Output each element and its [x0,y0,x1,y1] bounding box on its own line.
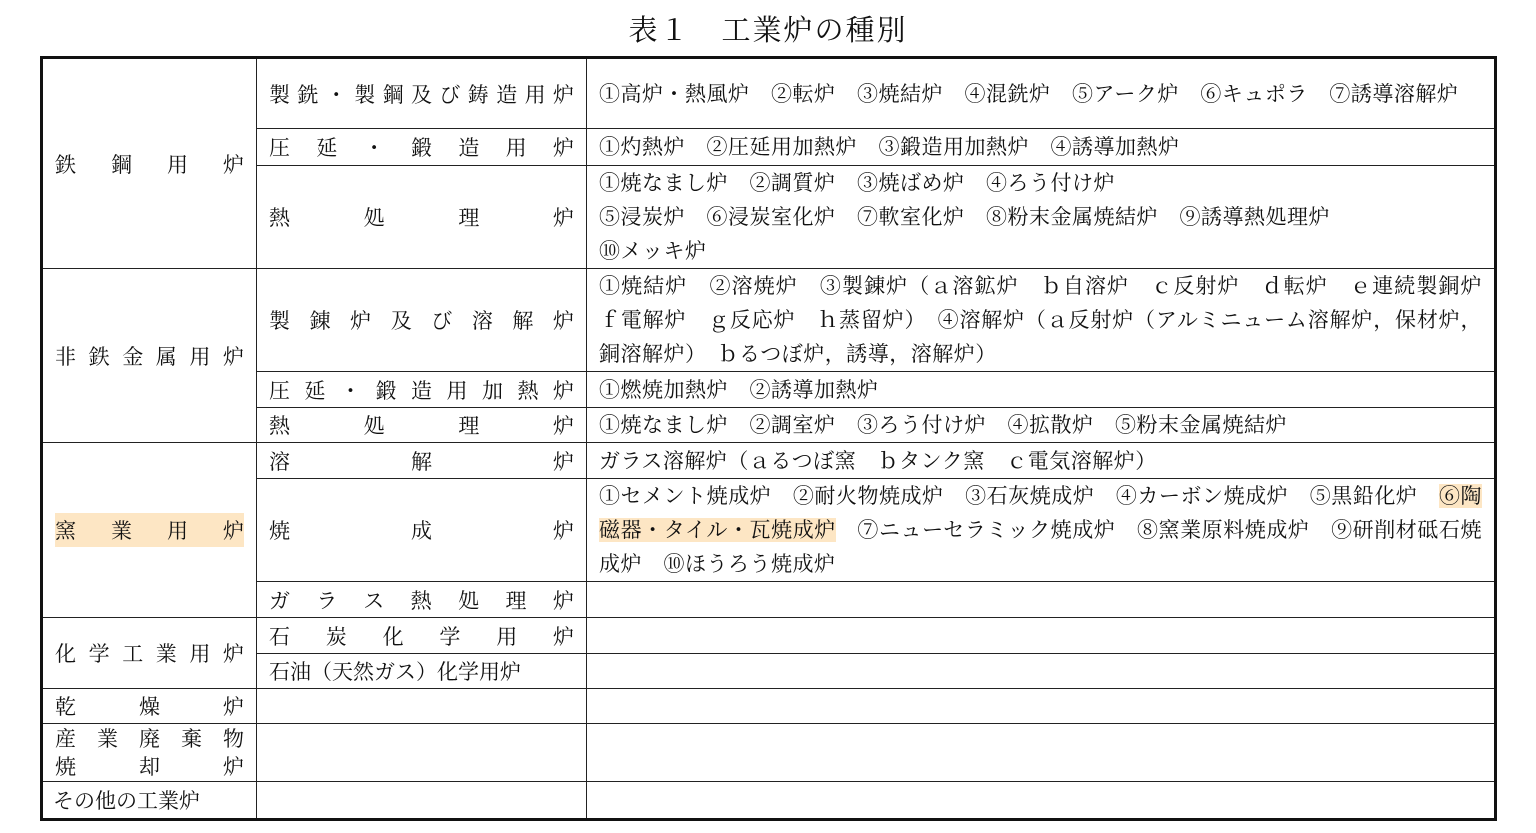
table-row [42,58,1496,129]
description-line: ①焼なまし炉 ②調質炉 ③焼ばめ炉 ④ろう付け炉 [599,171,1115,195]
subcategory-cell: 熱処理炉 [257,166,587,269]
category-cell: 非鉄金属用炉 [42,269,257,443]
description-cell: ①焼結炉 ②溶焼炉 ③製錬炉（ａ溶鉱炉 ｂ自溶炉 ｃ反射炉 ｄ転炉 ｅ連続製銅炉 ｆ電解炉 ｇ反応炉 ｈ蒸留炉） ④溶解炉（ａ反射炉（アルミニューム溶解炉，保材炉，銅溶解炉） ｂるつぼ炉，誘導，溶解炉） [587,269,1496,372]
subcategory-cell: 熱処理炉 [257,408,587,443]
category-cell [42,724,257,782]
description-cell: ①灼熱炉 ②圧延用加熱炉 ③鍛造用加熱炉 ④誘導加熱炉 [587,129,1496,166]
description-line: ⑤浸炭炉 ⑥浸炭室化炉 ⑦軟室化炉 ⑧粉末金属焼結炉 ⑨誘導熱処理炉 [599,205,1330,229]
table-row [42,479,1496,582]
subcategory-cell: 溶解炉 [257,443,587,479]
description-cell: ①高炉・熱風炉 ②転炉 ③焼結炉 ④混銑炉 ⑤アーク炉 ⑥キュポラ ⑦誘導溶解炉 [587,58,1496,129]
table-row [42,618,1496,654]
description-cell [587,724,1496,782]
subcategory-cell: 石油（天然ガス）化学用炉 [257,654,587,689]
subcategory-cell [257,689,587,724]
description-cell: ①焼なまし炉 ②調室炉 ③ろう付け炉 ④拡散炉 ⑤粉末金属焼結炉 [587,408,1496,443]
description-cell: ①燃焼加熱炉 ②誘導加熱炉 [587,372,1496,408]
description-cell [587,166,1496,269]
table-row [42,443,1496,479]
description-text: ①セメント焼成炉 ②耐火物焼成炉 ③石灰焼成炉 ④カーボン焼成炉 ⑤黒鉛化炉 [599,484,1439,508]
category-cell: 化学工業用炉 [42,618,257,689]
category-line: 焼却炉 [55,754,244,779]
category-line: 産業廃棄物 [55,726,244,751]
subcategory-cell: 石炭化学用炉 [257,618,587,654]
category-cell: その他の工業炉 [42,782,257,820]
description-cell [587,654,1496,689]
description-cell [587,582,1496,618]
subcategory-cell [257,724,587,782]
category-cell: 乾燥炉 [42,689,257,724]
table-row [42,582,1496,618]
highlighted-category: 窯業用炉 [55,513,244,547]
subcategory-cell [257,782,587,820]
description-cell [587,782,1496,820]
description-cell [587,689,1496,724]
table-row [42,166,1496,269]
subcategory-cell: ガラス熱処理炉 [257,582,587,618]
table-row [42,408,1496,443]
table-row [42,689,1496,724]
page-title: 表１ 工業炉の種別 [628,13,908,47]
description-line: ⑩メッキ炉 [599,239,707,263]
table-row [42,724,1496,782]
highlighted-item: ⑥陶磁器・タイル・瓦焼成炉 [599,484,1483,542]
table-row [42,372,1496,408]
table-row [42,782,1496,820]
table-row [42,269,1496,372]
category-cell: 鉄鋼用炉 [42,58,257,269]
subcategory-cell: 圧延・鍛造用加熱炉 [257,372,587,408]
description-cell: ガラス溶解炉（ａるつぼ窯 ｂタンク窯 ｃ電気溶解炉） [587,443,1496,479]
subcategory-cell: 製錬炉及び溶解炉 [257,269,587,372]
category-cell [42,443,257,618]
table-row [42,129,1496,166]
description-cell [587,618,1496,654]
subcategory-cell: 焼成炉 [257,479,587,582]
furnace-types-table [40,56,1504,821]
description-cell [587,479,1496,582]
table-row [42,654,1496,689]
subcategory-cell: 製銑・製鋼及び鋳造用炉 [257,58,587,129]
description-text: ⑦ニューセラミック焼成炉 ⑧窯業原料焼成炉 ⑨研削材砥石焼成炉 ⑩ほうろう焼成炉 [599,518,1482,576]
subcategory-cell: 圧延・鍛造用炉 [257,129,587,166]
